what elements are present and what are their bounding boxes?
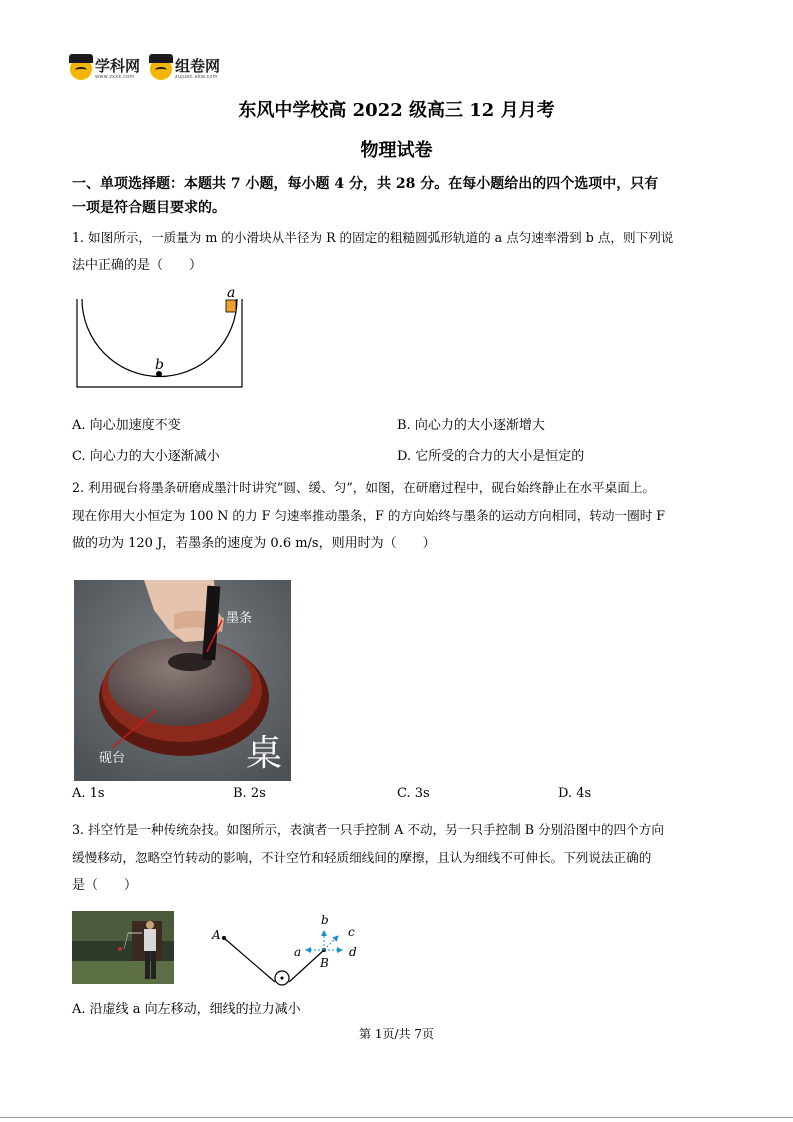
label-dir-b: b xyxy=(321,913,329,927)
option-c: C. 3s xyxy=(397,786,430,801)
photo-label-inkstick: 墨条 xyxy=(226,611,253,626)
photo-label-table: 桌 xyxy=(246,733,283,774)
question-text: 3. 抖空竹是一种传统杂技。如图所示，表演者一只手控制 A 不动，另一只手控制 B 分别沿图中的四个方向 xyxy=(72,822,664,837)
question-text: 1. 如图所示，一质量为 m 的小滑块从半径为 R 的固定的粗糙圆弧形轨道的 a 点匀速率滑到 b 点，则下列说 xyxy=(72,230,674,245)
question-text: 做的功为 120 J，若墨条的速度为 0.6 m/s，则用时为（ ） xyxy=(72,536,436,551)
label-b: B xyxy=(320,956,329,970)
logo-url: zujuan.xkw.com xyxy=(175,74,218,80)
label-dir-c: c xyxy=(348,925,355,939)
option-d: D. 它所受的合力的大小是恒定的 xyxy=(397,449,585,464)
option-b: B. 向心力的大小逐渐增大 xyxy=(397,418,545,433)
logo-name: 组卷网 xyxy=(175,57,221,75)
question-1 xyxy=(72,224,732,280)
option-c: C. 向心力的大小逐渐减小 xyxy=(72,449,220,464)
diabolo-diagram xyxy=(205,908,370,993)
page-bottom-divider xyxy=(0,1117,793,1118)
diabolo-photo xyxy=(72,911,174,984)
question-2 xyxy=(72,474,732,558)
question-text: 现在你用大小恒定为 100 N 的力 F 匀速率推动墨条，F 的方向始终与墨条的运动方向相同，转动一圈时 F xyxy=(72,508,666,523)
question-text: 2. 利用砚台将墨条研磨成墨汁时讲究“圆、缓、匀”，如图，在研磨过程中，砚台始终静止在水平桌面上。 xyxy=(72,480,656,495)
label-dir-d: d xyxy=(349,945,357,959)
option-d: D. 4s xyxy=(558,786,592,801)
option-a: A. 向心加速度不变 xyxy=(72,418,181,433)
zujuanwang-logo xyxy=(150,58,220,80)
page-footer: 第 1页/共 7页 xyxy=(359,1027,434,1041)
page-title: 东风中学校高 2022 级高三 12 月月考 xyxy=(238,100,555,121)
option-a: A. 沿虚线 a 向左移动，细线的拉力减小 xyxy=(72,1002,301,1017)
option-a: A. 1s xyxy=(72,786,105,801)
semicircle-track-figure xyxy=(72,285,247,390)
xuekewang-logo xyxy=(70,58,140,80)
question-text: 是（ ） xyxy=(72,878,138,893)
inkstone-photo xyxy=(74,580,291,781)
logo-bar xyxy=(70,58,220,80)
option-b: B. 2s xyxy=(233,786,266,801)
section-heading-line: 一项是符合题目要求的。 xyxy=(72,200,226,216)
label-a: A xyxy=(212,928,221,942)
slider-block xyxy=(226,300,236,312)
question-text: 法中正确的是（ ） xyxy=(72,258,203,273)
label-b: b xyxy=(155,357,164,373)
logo-name: 学科网 xyxy=(95,57,141,75)
page-subtitle: 物理试卷 xyxy=(360,140,433,161)
question-text: 缓慢移动，忽略空竹转动的影响，不计空竹和轻质细线间的摩擦，且认为细线不可伸长。下列说法正确的 xyxy=(72,850,652,865)
owl-face-icon xyxy=(70,58,92,80)
label-a: a xyxy=(227,285,236,301)
owl-face-icon xyxy=(150,58,172,80)
label-dir-a: a xyxy=(294,945,302,959)
section-heading-line: 一、单项选择题：本题共 7 小题，每小题 4 分，共 28 分。在每小题给出的四个选项中，只有 xyxy=(72,176,659,192)
logo-url: www.zxxk.com xyxy=(95,74,135,80)
section-heading xyxy=(72,172,732,220)
question-3 xyxy=(72,816,732,900)
photo-label-inkstone: 砚台 xyxy=(99,751,126,766)
